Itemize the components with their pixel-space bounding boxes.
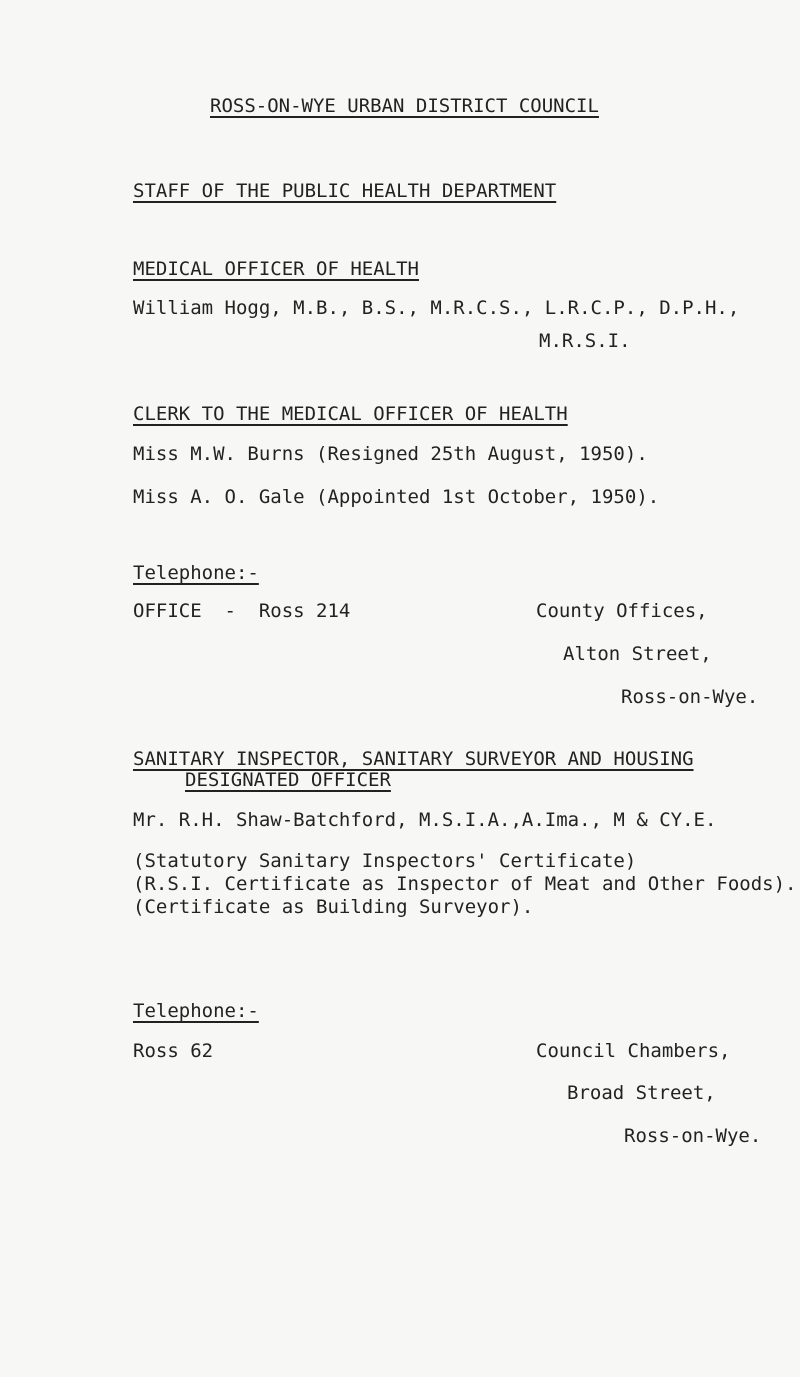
clerk-heading: CLERK TO THE MEDICAL OFFICER OF HEALTH xyxy=(133,403,568,425)
moh-heading: MEDICAL OFFICER OF HEALTH xyxy=(133,258,419,280)
clerk-line2: Miss A. O. Gale (Appointed 1st October, 1950). xyxy=(133,486,660,508)
moh-address-line1: County Offices, xyxy=(536,600,708,622)
council-title: ROSS-ON-WYE URBAN DISTRICT COUNCIL xyxy=(210,95,599,117)
inspector-address-line3: Ross-on-Wye. xyxy=(624,1125,762,1147)
moh-name-line2: M.R.S.I. xyxy=(539,330,631,352)
inspector-heading-line1: SANITARY INSPECTOR, SANITARY SURVEYOR AND HOUSING xyxy=(133,748,694,770)
inspector-name: Mr. R.H. Shaw-Batchford, M.S.I.A.,A.Ima., M & CY.E. xyxy=(133,809,717,831)
inspector-address-line1: Council Chambers, xyxy=(536,1040,731,1062)
inspector-qualification: (R.S.I. Certificate as Inspector of Meat and Other Foods). xyxy=(133,873,797,895)
moh-name-line1: William Hogg, M.B., B.S., M.R.C.S., L.R.C.P., D.P.H., xyxy=(133,297,740,319)
inspector-heading-line2: DESIGNATED OFFICER xyxy=(185,769,391,791)
inspector-qualification: (Statutory Sanitary Inspectors' Certificate) xyxy=(133,850,637,872)
inspector-qualification: (Certificate as Building Surveyor). xyxy=(133,896,534,918)
moh-address-line2: Alton Street, xyxy=(563,643,712,665)
inspector-address-line2: Broad Street, xyxy=(567,1082,716,1104)
inspector-telephone-label: Telephone:- xyxy=(133,1000,259,1022)
staff-heading: STAFF OF THE PUBLIC HEALTH DEPARTMENT xyxy=(133,180,557,202)
moh-telephone-label: Telephone:- xyxy=(133,562,259,584)
moh-address-line3: Ross-on-Wye. xyxy=(621,686,759,708)
moh-office-phone: OFFICE - Ross 214 xyxy=(133,600,351,622)
inspector-phone: Ross 62 xyxy=(133,1040,214,1062)
clerk-line1: Miss M.W. Burns (Resigned 25th August, 1950). xyxy=(133,443,648,465)
